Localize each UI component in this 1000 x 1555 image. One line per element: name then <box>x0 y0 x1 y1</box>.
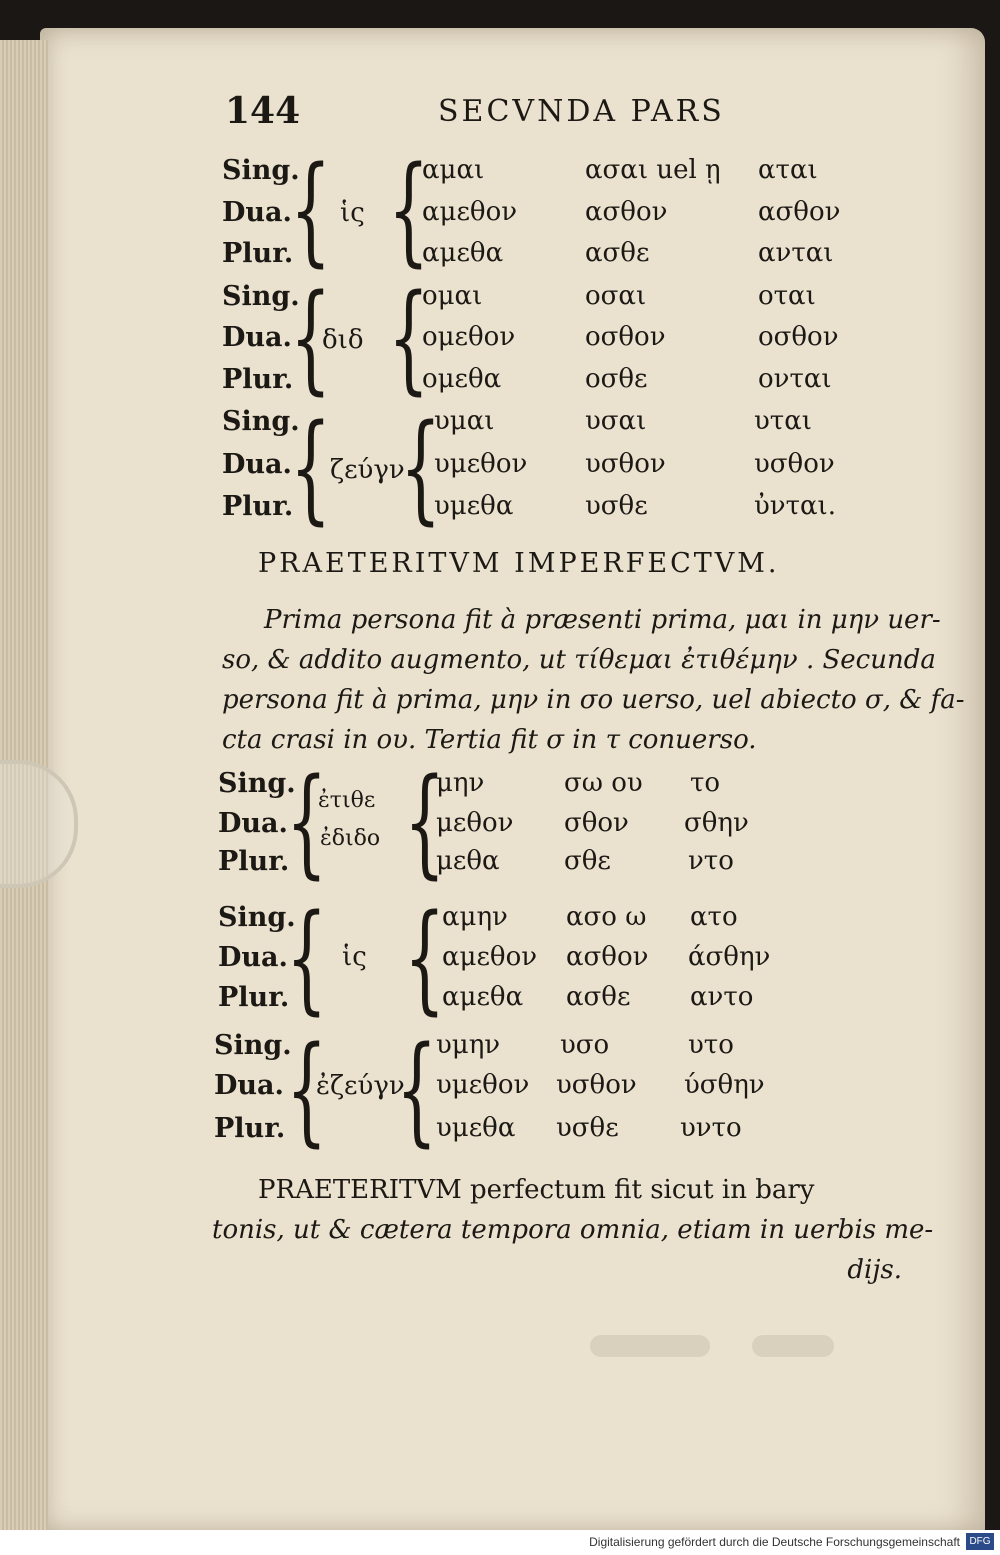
form-cell: αται <box>758 155 818 185</box>
page-number: 144 <box>225 90 301 132</box>
form-cell: ασθον <box>758 197 841 227</box>
paragraph-line: tonis, ut & cætera tempora omnia, etiam in uerbis me- <box>212 1215 934 1245</box>
funding-credit: Digitalisierung gefördert durch die Deutsche Forschungsgemeinschaft <box>589 1535 960 1549</box>
table-row <box>0 942 1000 982</box>
table-row <box>0 1113 1000 1153</box>
section-heading: PRAETERITVM IMPERFECTVM. <box>258 548 780 579</box>
row-label: Dua. <box>218 808 288 839</box>
form-cell: ανται <box>758 238 834 268</box>
form-cell: αντο <box>690 982 754 1012</box>
row-label: Plur. <box>214 1113 286 1144</box>
paragraph-line: Prima persona fit à præsenti prima, μαι in μην uer- <box>264 605 941 635</box>
brace-right-5: { <box>404 888 446 1026</box>
table-row <box>0 768 1000 808</box>
form-cell: υσθε <box>585 491 648 521</box>
form-cell: ασθε <box>566 982 631 1012</box>
paragraph-line: persona fit à prima, μην in σο uerso, uel abiecto σ, & fa- <box>222 685 965 715</box>
row-label: Sing. <box>222 406 300 437</box>
form-cell: υτο <box>688 1030 734 1060</box>
form-cell: υσθον <box>585 449 666 479</box>
form-cell: ασο ω <box>566 902 647 932</box>
brace-left-1: { <box>290 140 332 278</box>
row-label: Dua. <box>218 942 288 973</box>
form-cell: ομεθα <box>422 364 502 394</box>
paragraph-line: so, & addito augmento, ut τίθεμαι ἐτιθέμην . Secunda <box>222 645 936 675</box>
form-cell: οται <box>758 281 816 311</box>
form-cell: οσθον <box>758 322 839 352</box>
table-row <box>0 197 1000 237</box>
form-cell: ομεθον <box>422 322 516 352</box>
row-label: Plur. <box>222 491 294 522</box>
dfg-logo-icon: DFG <box>966 1533 994 1550</box>
brace-left-3: { <box>290 398 332 536</box>
ink-blot <box>590 1335 710 1357</box>
form-cell: οσθον <box>585 322 666 352</box>
form-cell: ασθον <box>585 197 668 227</box>
form-cell: ασαι uel ῃ <box>585 155 721 185</box>
running-title: SECVNDA PARS <box>438 94 725 129</box>
form-cell: υμεθον <box>434 449 528 479</box>
form-cell: υσαι <box>585 406 647 436</box>
form-cell: ντο <box>688 846 734 876</box>
ink-blot <box>752 1335 834 1357</box>
table-row <box>0 406 1000 446</box>
stem-6: ἐζεύγν <box>316 1071 405 1101</box>
form-cell: σθε <box>564 846 611 876</box>
form-cell: αμαι <box>422 155 485 185</box>
form-cell: υμεθα <box>434 491 514 521</box>
form-cell: ομαι <box>422 281 483 311</box>
form-cell: υμεθον <box>436 1070 530 1100</box>
row-label: Dua. <box>222 197 292 228</box>
row-label: Dua. <box>222 322 292 353</box>
stem-1: ἱς <box>340 198 365 228</box>
stem-3: ζεύγν <box>330 455 405 485</box>
table-row <box>0 808 1000 848</box>
form-cell: υσο <box>560 1030 610 1060</box>
row-label: Sing. <box>218 902 296 933</box>
brace-right-4: { <box>404 752 446 890</box>
table-row <box>0 982 1000 1022</box>
row-label: Plur. <box>218 846 290 877</box>
form-cell: ὐνται. <box>754 491 837 521</box>
row-label: Sing. <box>214 1030 292 1061</box>
form-cell: υσθον <box>754 449 835 479</box>
brace-left-2: { <box>290 268 332 406</box>
brace-left-4: { <box>286 752 328 890</box>
row-label: Plur. <box>222 238 294 269</box>
table-row <box>0 491 1000 531</box>
table-row <box>0 1030 1000 1070</box>
form-cell: οσθε <box>585 364 648 394</box>
row-label: Plur. <box>218 982 290 1013</box>
form-cell: ύσθην <box>684 1070 765 1100</box>
brace-left-5: { <box>286 888 328 1026</box>
form-cell: αμεθα <box>442 982 524 1012</box>
table-row <box>0 364 1000 404</box>
stem-5: ἱς <box>342 942 367 972</box>
paragraph-line: cta crasi in ου. Tertia fit σ in τ conuerso. <box>222 725 757 755</box>
form-cell: υμαι <box>434 406 495 436</box>
stem-4b: ἐδιδο <box>320 826 381 851</box>
form-cell: μην <box>436 768 485 798</box>
table-row <box>0 846 1000 886</box>
form-cell: ασθον <box>566 942 649 972</box>
form-cell: ασθε <box>585 238 650 268</box>
form-cell: σθην <box>684 808 749 838</box>
row-label: Dua. <box>222 449 292 480</box>
row-label: Sing. <box>218 768 296 799</box>
paragraph-perfect <box>212 1170 934 1290</box>
form-cell: αμεθον <box>442 942 538 972</box>
footer-bar <box>0 1530 1000 1555</box>
form-cell: μεθα <box>436 846 500 876</box>
table-row <box>0 322 1000 362</box>
page-header <box>0 90 1000 140</box>
form-cell: υμεθα <box>436 1113 516 1143</box>
brace-left-6: { <box>286 1020 328 1158</box>
brace-right-2: { <box>388 268 430 406</box>
stem-2: διδ <box>322 325 364 355</box>
form-cell: μεθον <box>436 808 514 838</box>
brace-right-6: { <box>396 1020 438 1158</box>
form-cell: υσθε <box>556 1113 619 1143</box>
form-cell: σθον <box>564 808 629 838</box>
table-row <box>0 449 1000 489</box>
table-row <box>0 902 1000 942</box>
table-row <box>0 1070 1000 1110</box>
row-label: Plur. <box>222 364 294 395</box>
form-cell: άσθην <box>688 942 771 972</box>
paragraph-imperfect <box>222 600 965 760</box>
table-row <box>0 155 1000 195</box>
form-cell: αμην <box>442 902 508 932</box>
brace-right-1: { <box>388 140 430 278</box>
form-cell: υσθον <box>556 1070 637 1100</box>
form-cell: σω ου <box>564 768 643 798</box>
form-cell: υντο <box>680 1113 742 1143</box>
form-cell: αμεθον <box>422 197 518 227</box>
paragraph-line: dijs. <box>847 1255 902 1285</box>
form-cell: ατο <box>690 902 738 932</box>
stem-4a: ἐτιθε <box>318 788 376 813</box>
table-row <box>0 281 1000 321</box>
row-label: Sing. <box>222 155 300 186</box>
form-cell: ονται <box>758 364 832 394</box>
form-cell: το <box>690 768 721 798</box>
form-cell: υται <box>754 406 812 436</box>
form-cell: οσαι <box>585 281 647 311</box>
table-row <box>0 238 1000 278</box>
paragraph-line: PRAETERITVM perfectum fit sicut in bary <box>258 1175 815 1205</box>
row-label: Sing. <box>222 281 300 312</box>
brace-right-3: { <box>400 398 442 536</box>
form-cell: αμεθα <box>422 238 504 268</box>
form-cell: υμην <box>436 1030 501 1060</box>
row-label: Dua. <box>214 1070 284 1101</box>
